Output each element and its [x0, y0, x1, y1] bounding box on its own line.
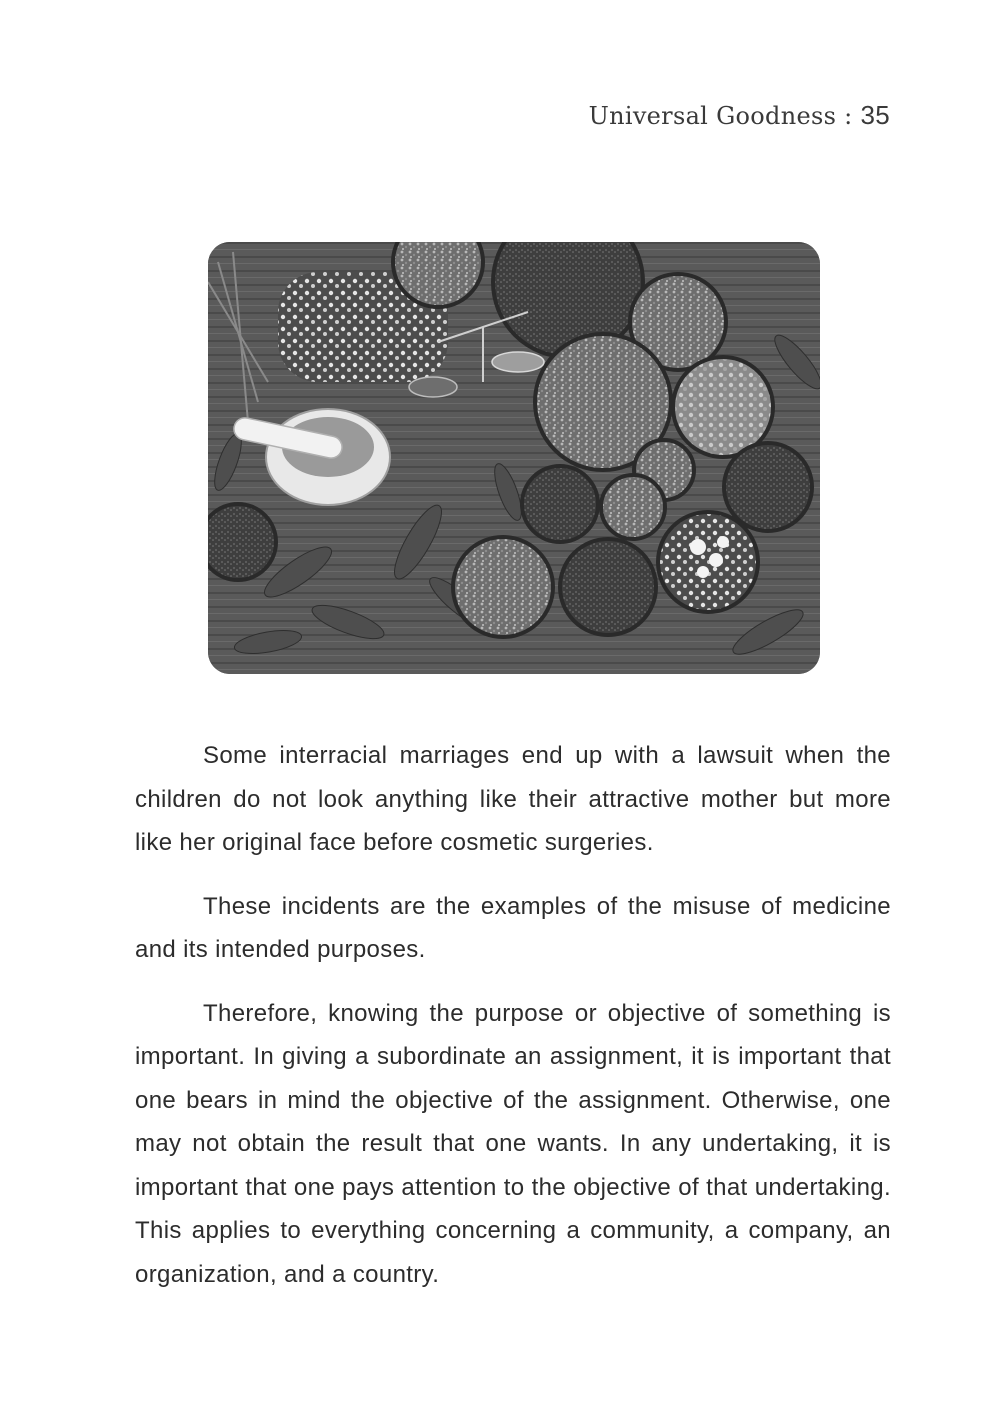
paragraph-2: These incidents are the examples of the misuse of medicine and its intended purposes. [135, 892, 891, 963]
header-title: Universal Goodness : [588, 102, 853, 130]
paragraph-1: Some interracial marriages end up with a lawsuit when the children do not look anything like their attractive mother but more like her original face before cosmetic surgeries. [135, 742, 891, 856]
running-header [589, 100, 890, 131]
body-text [135, 734, 891, 1316]
herbal-medicine-photo [208, 242, 820, 674]
photo-illustration [208, 242, 820, 674]
page-number: 35 [860, 100, 890, 130]
paragraph-3: Therefore, knowing the purpose or objective of something is important. In giving a subordinate an assignment, it is important that one bears in mind the objective of the assignment. Otherwise, one may not obtain the result that one wants. In any undertaking, it is important that one pays attention to the objective of that undertaking. This applies to everything concerning a community, a company, an organization, and a country. [135, 999, 891, 1288]
